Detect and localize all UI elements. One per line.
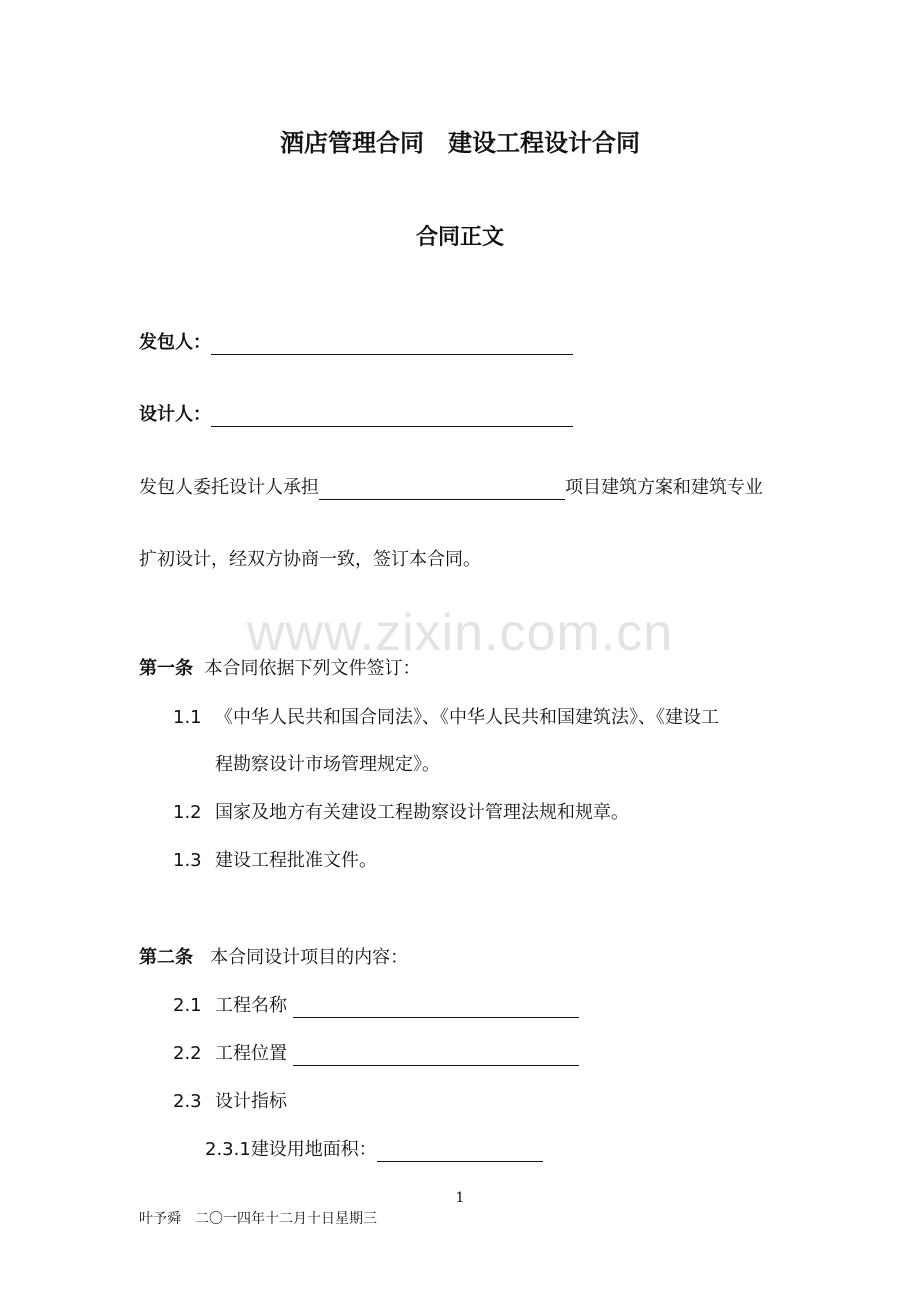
article-2-heading-row	[139, 946, 408, 970]
article-1-heading: 第一条	[139, 658, 193, 679]
client-label: 发包人：	[139, 332, 211, 353]
client-blank	[211, 334, 573, 355]
document-subtitle: 合同正文	[415, 225, 504, 250]
item-text: 工程名称	[215, 995, 287, 1016]
item-number: 1.2	[173, 802, 202, 823]
article-2-sub-item	[205, 1138, 543, 1162]
watermark: www.zixin.com.cn	[246, 604, 674, 662]
page-number: 1	[455, 1190, 465, 1206]
article-2-item-1	[173, 994, 579, 1018]
article-1-heading-row	[139, 657, 420, 681]
item-text: 建设工程批准文件。	[215, 850, 377, 871]
designer-blank	[211, 406, 573, 427]
article-2-item-2	[173, 1042, 579, 1066]
article-1-item-1	[173, 706, 719, 730]
article-2-item-3	[173, 1090, 287, 1114]
item-text: 《中华人民共和国合同法》、《中华人民共和国建筑法》、《建设工	[215, 707, 719, 728]
article-1-item-2	[173, 801, 629, 825]
intro-line-1	[139, 476, 763, 500]
designer-row	[139, 403, 573, 427]
intro-before: 发包人委托设计人承担	[139, 477, 319, 498]
article-2-heading: 第二条	[139, 947, 193, 968]
item-text: 工程位置	[215, 1043, 287, 1064]
project-name-blank	[293, 997, 579, 1018]
article-1-item-1-cont: 程勘察设计市场管理规定》。	[215, 754, 440, 775]
sub-item-number: 2.3.1	[205, 1139, 251, 1160]
item-number: 1.3	[173, 850, 202, 871]
item-number: 2.1	[173, 995, 202, 1016]
designer-label: 设计人：	[139, 404, 211, 425]
intro-after: 项目建筑方案和建筑专业	[565, 477, 763, 498]
sub-item-text: 建设用地面积：	[250, 1139, 377, 1160]
land-area-blank	[377, 1141, 543, 1162]
item-text: 国家及地方有关建设工程勘察设计管理法规和规章。	[215, 802, 629, 823]
item-text: 设计指标	[215, 1091, 287, 1112]
article-2-text: 本合同设计项目的内容：	[210, 947, 409, 968]
intro-line-2: 扩初设计，经双方协商一致，签订本合同。	[139, 549, 481, 570]
document-title: 酒店管理合同 建设工程设计合同	[280, 129, 640, 157]
item-number: 2.2	[173, 1043, 202, 1064]
project-blank	[319, 479, 565, 500]
article-1-item-3	[173, 849, 377, 873]
footer-author-date: 叶予舜 二〇一四年十二月十日星期三	[139, 1211, 377, 1227]
article-1-text: 本合同依据下列文件签订：	[204, 658, 421, 679]
project-location-blank	[293, 1045, 579, 1066]
item-number: 1.1	[173, 707, 202, 728]
item-number: 2.3	[173, 1091, 202, 1112]
client-row	[139, 331, 573, 355]
